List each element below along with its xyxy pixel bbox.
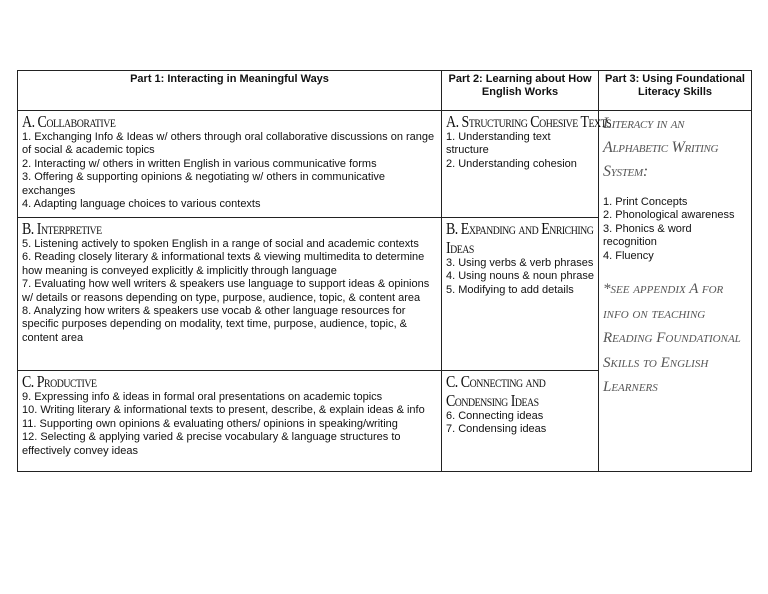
list-item: 2. Understanding cohesion bbox=[446, 157, 577, 170]
part2-connecting-title: C. Connecting and Condensing Ideas bbox=[446, 372, 546, 410]
part1-productive-list bbox=[22, 391, 437, 458]
list-item: 2. Phonological awareness bbox=[603, 209, 735, 222]
list-item: 4. Fluency bbox=[603, 249, 654, 262]
header-part2: Part 2: Learning about How English Works bbox=[442, 71, 599, 111]
header-row bbox=[18, 71, 752, 111]
part3-cell bbox=[599, 111, 752, 472]
part2-structuring-cell bbox=[442, 111, 612, 218]
part1-collaborative-title: A. Collaborative bbox=[22, 112, 116, 131]
part2-structuring-list bbox=[446, 131, 594, 171]
list-item: 1. Print Concepts bbox=[603, 196, 688, 208]
appendix-note: *see appendix A for info on teaching Reading Foundational Skills to English Learners bbox=[603, 281, 741, 396]
part2-expanding-title: B. Expanding and Enriching Ideas bbox=[446, 219, 594, 257]
list-item: 1. Understanding text structure bbox=[446, 131, 551, 157]
list-item: 5. Listening actively to spoken English in a range of social and academic contexts bbox=[22, 238, 419, 250]
part1-productive-title: C. Productive bbox=[22, 372, 97, 391]
part3-title: Literacy in an Alphabetic Writing System: bbox=[603, 115, 719, 180]
list-item: 2. Interacting w/ others in written English in various communicative forms bbox=[22, 157, 377, 170]
part2-connecting-list bbox=[446, 410, 594, 437]
part1-interpretive-list bbox=[22, 238, 437, 345]
list-item: 6. Reading closely literary & informational texts & viewing multimedita to determine how meaning is conveyed explicitly & implicitly through language bbox=[22, 251, 425, 277]
part1-productive-cell bbox=[18, 371, 442, 472]
part1-interpretive-cell bbox=[18, 218, 442, 371]
list-item: 11. Supporting own opinions & evaluating others/ opinions in speaking/writing bbox=[22, 417, 398, 430]
part3-list bbox=[603, 196, 747, 263]
list-item: 6. Connecting ideas bbox=[446, 410, 544, 422]
part2-structuring-title: A. Structuring Cohesive Texts bbox=[446, 112, 612, 131]
list-item: 5. Modifying to add details bbox=[446, 283, 574, 296]
list-item: 10. Writing literary & informational texts to present, describe, & explain ideas & info bbox=[22, 404, 425, 417]
list-item: 3. Offering & supporting opinions & negotiating w/ others in communicative exchanges bbox=[22, 171, 385, 197]
list-item: 1. Exchanging Info & Ideas w/ others through oral collaborative discussions on range of social & academic topics bbox=[22, 131, 435, 157]
part2-expanding-list bbox=[446, 257, 594, 297]
part1-interpretive-title: B. Interpretive bbox=[22, 219, 102, 238]
standards-table bbox=[17, 70, 752, 472]
list-item: 9. Expressing info & ideas in formal oral presentations on academic topics bbox=[22, 391, 383, 403]
part1-collaborative-cell bbox=[18, 111, 442, 218]
list-item: 4. Using nouns & noun phrase bbox=[446, 270, 594, 283]
part2-connecting-cell bbox=[442, 371, 599, 472]
row-a bbox=[18, 111, 752, 218]
list-item: 12. Selecting & applying varied & precise vocabulary & language structures to effectively convey ideas bbox=[22, 431, 401, 457]
part1-collaborative-list bbox=[22, 131, 437, 211]
part2-expanding-cell bbox=[442, 218, 599, 371]
header-part1: Part 1: Interacting in Meaningful Ways bbox=[18, 71, 442, 111]
list-item: 3. Phonics & word recognition bbox=[603, 222, 692, 249]
header-part3: Part 3: Using Foundational Literacy Skills bbox=[599, 71, 752, 111]
list-item: 8. Analyzing how writers & speakers use vocab & other language resources for specific purposes depending on modality, text time, purpose, audience, topic, & content area bbox=[22, 305, 408, 344]
list-item: 7. Condensing ideas bbox=[446, 423, 547, 436]
list-item: 3. Using verbs & verb phrases bbox=[446, 257, 594, 269]
list-item: 7. Evaluating how well writers & speakers use language to support ideas & opinions w/ details or reasons depending on type, purpose, audience, topic, & content area bbox=[22, 278, 430, 304]
list-item: 4. Adapting language choices to various contexts bbox=[22, 198, 261, 211]
